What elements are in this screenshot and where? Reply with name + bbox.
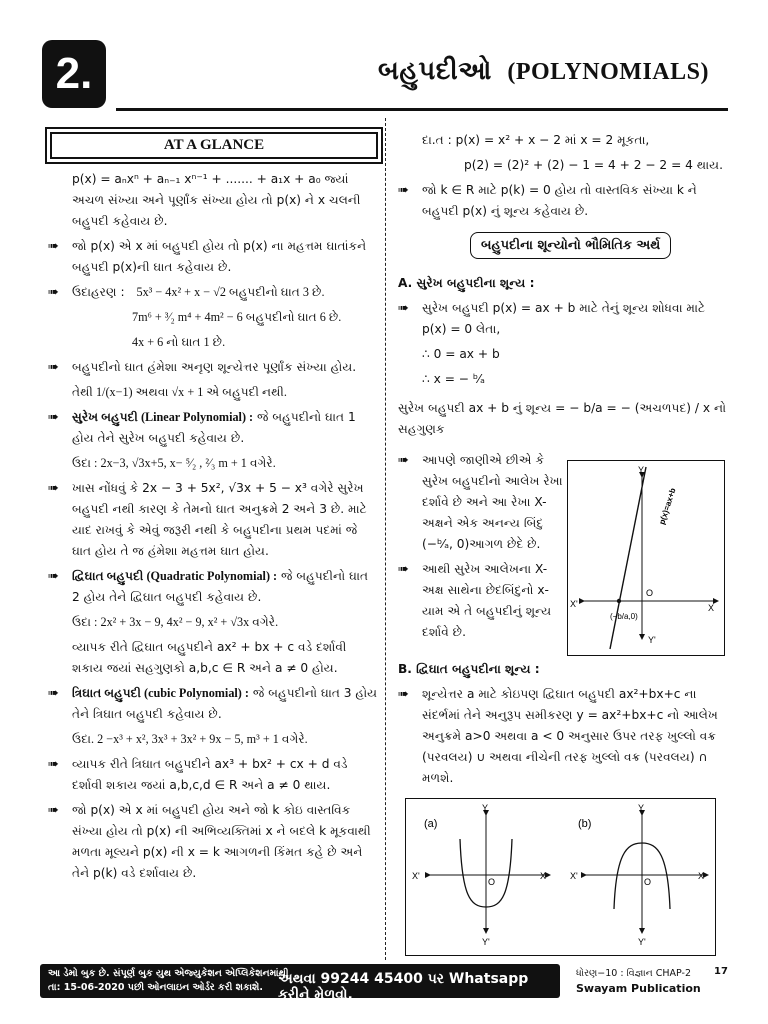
- section-b-heading: B. દ્વિઘાત બહુપદીના શૂન્ય :: [398, 662, 540, 676]
- header-rule: [116, 108, 728, 111]
- linear-definition: જે બહુપદીનો ઘાત 1 હોય તેને સુરેખ બહુપદી કહેવાય છે.: [72, 410, 356, 445]
- example-line-2: 7m⁶ + ³⁄₂ m⁴ + 4m² − 6 બહુપદીનો ઘાત 6 છે.: [132, 310, 342, 324]
- parabola-upward-panel: [412, 803, 548, 947]
- bullet-examples: [48, 282, 378, 353]
- right-column: [398, 118, 728, 793]
- zero-definition-text: જો k ∈ R માટે p(k) = 0 હોય તો વાસ્તવિક સંખ્યા k ને બહુપદી p(x) નું શૂન્ય કહેવાય છે.: [422, 183, 697, 218]
- chapter-title-gujarati: બહુપદીઓ: [378, 56, 492, 86]
- bullet-quadratic-zero: [398, 684, 728, 789]
- bullet-linear-zero: [398, 298, 728, 340]
- note-text: ખાસ નોંધવું કે 2x − 3 + 5x², √3x + 5 − x³ વગેરે સુરેખ બહુપદી નથી કારણ કે તેમનો ઘાત અનુક્રમે 2 અને 3 છે. માટે યાદ રાખવું કે એવું જરૂરી નથી કે બહુપદીના પ્રથમ પદમાં જે ઘાત હોય તે જ હંમેશા મહત્તમ ઘાત હોય.: [72, 481, 367, 558]
- origin-label-b: O: [644, 877, 652, 887]
- linear-zero-formula: સુરેખ બહુપદી ax + b નું શૂન્ય = − b/a = − (અચળપદ) / x નો સહગુણક: [398, 401, 727, 436]
- left-column: [48, 118, 378, 888]
- value-at-k-text: જો p(x) એ x માં બહુપદી હોય અને જો k કોઇ વાસ્તવિક સંખ્યા હોય તો p(x) ની અભિવ્યક્તિમાં x ને બદલે k મૂકવાથી મળતા મૂલ્યને p(x) ની x = k આગળની કિંમત કહે છે અને તેને p(k) વડે દર્શાવાય છે.: [72, 803, 371, 880]
- y-label: Y: [638, 465, 645, 475]
- bullet-x-intercept: [398, 559, 566, 643]
- arrow-bullet-icon: ➠: [48, 803, 59, 818]
- arrow-bullet-icon: ➠: [48, 285, 59, 300]
- linear-heading: સુરેખ બહુપદી (Linear Polynomial) :: [72, 410, 254, 424]
- quadratic-definition: જે બહુપદીનો ઘાત 2 હોય તેને દ્વિઘાત બહુપદી કહેવાય છે.: [72, 569, 369, 604]
- linear-graph-text: આપણે જાણીએ છીએ કે સુરેખ બહુપદીનો આલેખ રેખા દર્શાવે છે અને આ રેખા X-અક્ષને એક અનન્ય બિંદુ (−ᵇ⁄ₐ, 0)આગળ છેદે છે.: [422, 453, 563, 551]
- footer-demo-line-2: તા: 15-06-2020 પછી ઓનલાઇન ઓર્ડર કરી શકાશે.: [48, 982, 263, 993]
- arrow-bullet-icon: ➠: [398, 183, 409, 198]
- chapter-number: 2.: [42, 40, 106, 108]
- bullet-subtext: તેથી 1/(x−1) અથવા √x + 1 એ બહુપદી નથી.: [72, 385, 287, 399]
- quadratic-heading: દ્વિઘાત બહુપદી (Quadratic Polynomial) :: [72, 569, 278, 583]
- arrow-bullet-icon: ➠: [48, 481, 59, 496]
- arrow-bullet-icon: ➠: [398, 562, 409, 577]
- quadratic-example: ઉદા : 2x² + 3x − 9, 4x² − 9, x² + √3x વગેરે.: [72, 615, 279, 629]
- footer-demo-line-1: આ ડેમો બુક છે. સંપૂર્ણ બુક યુથ એજ્યુકેશન એપ્લિકેશનમાંથી: [48, 968, 289, 979]
- bullet-zero-definition: [398, 180, 728, 222]
- arrow-bullet-icon: ➠: [48, 239, 59, 254]
- arrow-bullet-icon: ➠: [48, 360, 59, 375]
- example-line-1: 5x³ − 4x² + x − √2 બહુપદીનો ઘાત 3 છે.: [136, 285, 325, 299]
- y-label-b: Y: [638, 803, 645, 813]
- bullet-cubic-general: [48, 754, 378, 796]
- parabola-figure: [405, 798, 716, 956]
- parabola-downward-panel: [570, 803, 706, 947]
- quadratic-zero-text: શૂન્યેત્તર a માટે કોઇપણ દ્વિઘાત બહુપદી ax²+bx+c ના સંદર્ભમાં તેને અનુરૂપ સમીકરણ y = ax²+bx+c નો આલેખ અનુક્રમે a>0 અથવા a < 0 અનુસાર ઉપર તરફ ખુલ્લો વક્ર (પરવલય) ∪ અથવા નીચેની તરફ ખુલ્લો વક્ર (પરવલય) ∩ મળશે.: [422, 687, 718, 785]
- linear-zero-text: સુરેખ બહુપદી p(x) = ax + b માટે તેનું શૂન્ય શોધવા માટે p(x) = 0 લેતા,: [422, 301, 706, 336]
- footer-publisher: Swayam Publication: [576, 982, 701, 995]
- x-intercept-text: આથી સુરેખ આલેખના X-અક્ષ સાથેના છેદબિંદુનો x-યામ એ તે બહુપદીનું શૂન્ય દર્શાવે છે.: [422, 562, 552, 639]
- intro-paragraph: p(x) = aₙxⁿ + aₙ₋₁ xⁿ⁻¹ + ....... + a₁x + a₀ જ્યાં અચળ સંખ્યા અને પૂર્ણાંક સંખ્યા હોય તો p(x) ને x ચલની બહુપદી કહેવાય છે.: [72, 172, 361, 228]
- y-label-a: Y: [482, 803, 489, 813]
- bullet-text: જો p(x) એ x માં બહુપદી હોય તો p(x) ના મહત્તમ ઘાતાંકને બહુપદી p(x)ની ઘાત કહેવાય છે.: [72, 239, 367, 274]
- footer: [0, 964, 768, 1003]
- arrow-bullet-icon: ➠: [48, 569, 59, 584]
- example-line-3: 4x + 6 નો ઘાત 1 છે.: [132, 335, 226, 349]
- linear-example: ઉદા : 2x−3, √3x+5, x− ⁵⁄₂ , ²⁄₃ m + 1 વગેરે.: [72, 456, 276, 470]
- cubic-heading: ત્રિઘાત બહુપદી (cubic Polynomial) :: [72, 686, 249, 700]
- bullet-degree-definition: [48, 236, 378, 278]
- example-result: p(2) = (2)² + (2) − 1 = 4 + 2 − 2 = 4 થાય.: [464, 158, 723, 172]
- footer-class-chapter: ધોરણ−10 : વિજ્ઞાન CHAP-2: [576, 968, 692, 979]
- x-prime-label-b: X': [570, 871, 578, 881]
- x-label-b: X: [698, 871, 705, 881]
- intercept-label: (−b/a,0): [610, 612, 638, 621]
- linear-zero-step-1: ∴ 0 = ax + b: [422, 347, 500, 361]
- quadratic-general-form: વ્યાપક રીતે દ્વિઘાત બહુપદીને ax² + bx + c વડે દર્શાવી શકાય જયાં સહગુણકો a,b,c ∈ R અને a ≠ 0 હોય.: [72, 640, 347, 675]
- geometric-meaning-heading: બહુપદીના શૂન્યોનો ભૌમિતિક અર્થ: [470, 232, 671, 259]
- footer-meta: [576, 966, 701, 996]
- chapter-title-english: (POLYNOMIALS): [507, 59, 709, 85]
- linear-graph-svg: [568, 461, 723, 654]
- y-prime-label: Y': [648, 635, 656, 645]
- arrow-bullet-icon: ➠: [48, 410, 59, 425]
- bullet-text: બહુપદીનો ઘાત હંમેશા અનૃણ શૂન્યેત્તર પૂર્ણાંક સંખ્યા હોય.: [72, 360, 357, 374]
- example-label: ઉદાહરણ :: [72, 285, 125, 299]
- x-prime-label-a: X': [412, 871, 420, 881]
- intercept-point: [617, 599, 621, 603]
- cubic-general-form: વ્યાપક રીતે ત્રિઘાત બહુપદીને ax³ + bx² + cx + d વડે દર્શાવી શકાય જયાં a,b,c,d ∈ R અને a ≠ 0 થાય.: [72, 757, 348, 792]
- chapter-title: [378, 56, 709, 87]
- bullet-note: [48, 478, 378, 562]
- page-number: 17: [714, 966, 728, 977]
- footer-banner: [40, 964, 560, 1003]
- section-a-heading: A. સુરેખ બહુપદીના શૂન્ય :: [398, 276, 535, 290]
- linear-line: [610, 467, 646, 649]
- x-label: X: [708, 603, 715, 613]
- y-prime-label-b: Y': [638, 937, 646, 947]
- bullet-value-at-k: [48, 800, 378, 884]
- at-a-glance-heading: AT A GLANCE: [50, 132, 378, 159]
- bullet-cubic-polynomial: [48, 683, 378, 750]
- label-b: (b): [578, 818, 592, 830]
- x-prime-label: X': [570, 599, 578, 609]
- footer-demo-note: [48, 967, 289, 995]
- x-label-a: X: [540, 871, 547, 881]
- cubic-example: ઉદા. 2 −x³ + x², 3x³ + 3x² + 9x − 5, m³ + 1 વગેરે.: [72, 732, 308, 746]
- arrow-bullet-icon: ➠: [48, 757, 59, 772]
- parabola-svg: [406, 799, 714, 954]
- arrow-bullet-icon: ➠: [398, 453, 409, 468]
- arrow-bullet-icon: ➠: [398, 687, 409, 702]
- linear-graph-figure: [567, 460, 725, 656]
- bullet-quadratic-polynomial: [48, 566, 378, 679]
- origin-label: O: [646, 588, 654, 598]
- example-substitution: દા.ત : p(x) = x² + x − 2 માં x = 2 મૂકતા,: [422, 133, 650, 147]
- y-prime-label-a: Y': [482, 937, 490, 947]
- line-label: p(x)=ax+b: [657, 486, 678, 526]
- column-divider: [385, 118, 386, 960]
- arrow-bullet-icon: ➠: [48, 686, 59, 701]
- origin-label-a: O: [488, 877, 496, 887]
- footer-whatsapp: અથવા 99244 45400 પર Whatsapp કરીને મેળવો.: [278, 971, 529, 1003]
- cubic-definition: જે બહુપદીનો ઘાત 3 હોય તેને ત્રિઘાત બહુપદી કહેવાય છે.: [72, 686, 378, 721]
- bullet-linear-polynomial: [48, 407, 378, 474]
- linear-zero-step-2: ∴ x = − ᵇ⁄ₐ: [422, 372, 485, 386]
- bullet-linear-graph: [398, 450, 566, 555]
- bullet-nonnegative-degree: [48, 357, 378, 403]
- label-a: (a): [424, 818, 438, 830]
- arrow-bullet-icon: ➠: [398, 301, 409, 316]
